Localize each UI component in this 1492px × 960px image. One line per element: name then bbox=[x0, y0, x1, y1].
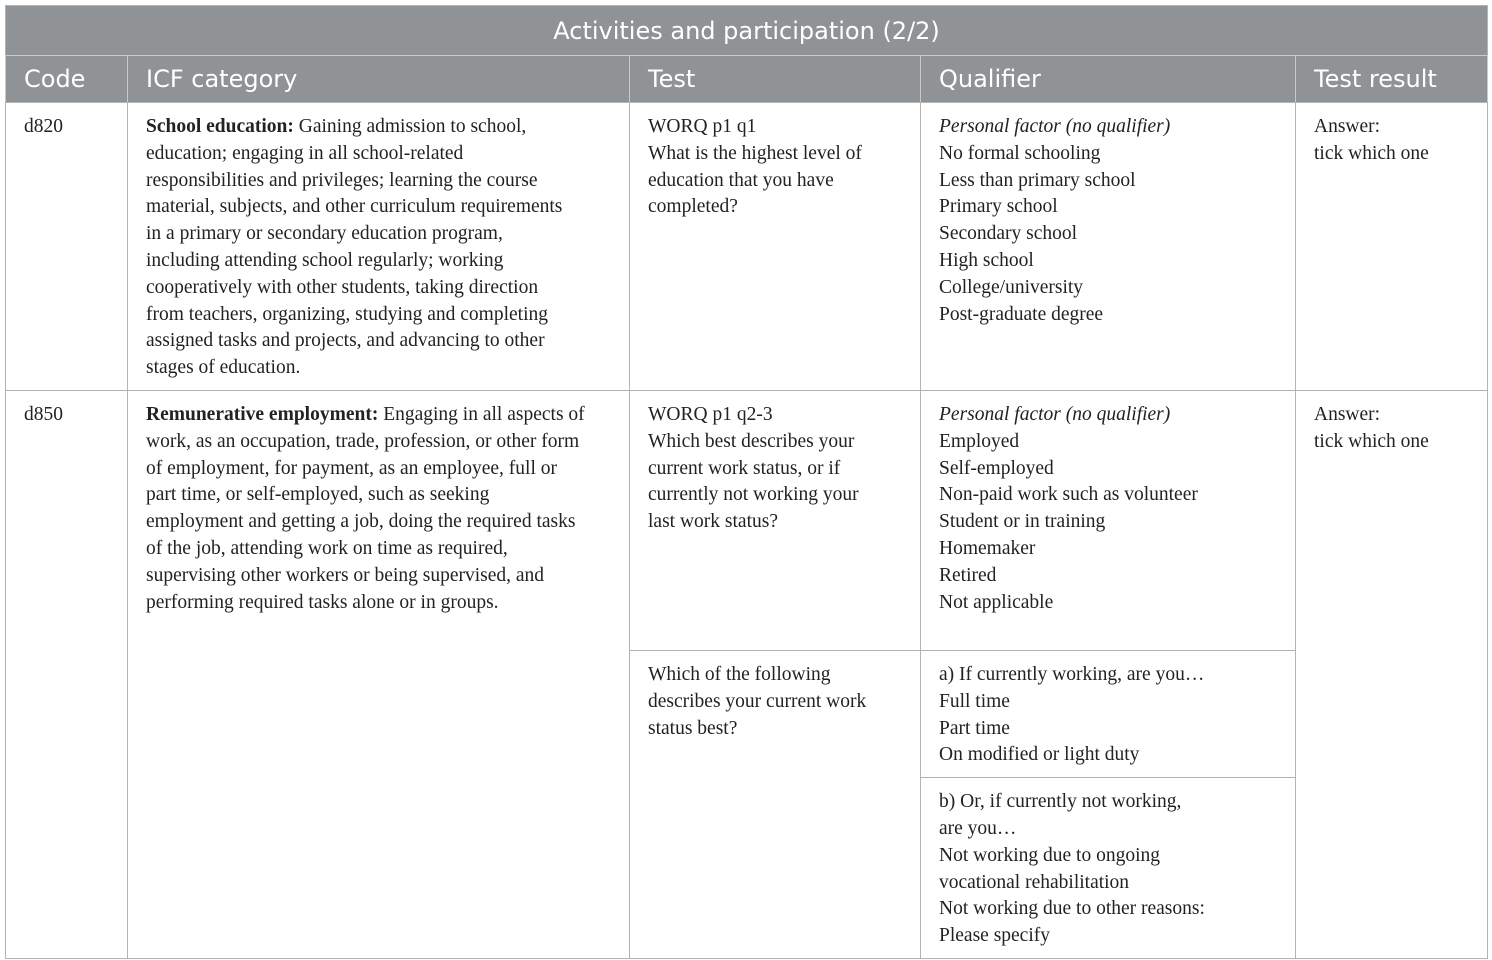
test-text: What is the highest level of bbox=[648, 142, 862, 164]
icf-term: School education: bbox=[146, 116, 294, 137]
qualifier-option: Post-graduate degree bbox=[939, 303, 1104, 325]
icf-text: of employment, for payment, as an employee, full or bbox=[146, 457, 558, 479]
qualifier-option: College/university bbox=[939, 276, 1084, 298]
test-text: currently not working your bbox=[648, 484, 859, 506]
qualifier-option: Homemaker bbox=[939, 537, 1036, 559]
cell-code: d850 bbox=[6, 390, 128, 958]
qualifier-option: Full time bbox=[939, 690, 1010, 712]
result-text: tick which one bbox=[1314, 142, 1429, 164]
icf-table bbox=[5, 5, 1488, 959]
cell-qualifier bbox=[921, 390, 1296, 650]
result-text: Answer: bbox=[1314, 403, 1381, 425]
icf-text: education; engaging in all school-related bbox=[146, 142, 464, 164]
qualifier-option: Not working due to ongoing bbox=[939, 844, 1160, 866]
header-test: Test bbox=[630, 56, 921, 103]
qualifier-option: Employed bbox=[939, 430, 1020, 452]
icf-text: assigned tasks and projects, and advancing to other bbox=[146, 330, 545, 352]
qualifier-option: On modified or light duty bbox=[939, 744, 1140, 766]
icf-text: work, as an occupation, trade, profession, or other form bbox=[146, 430, 580, 452]
icf-text: Gaining admission to school, bbox=[293, 116, 527, 137]
table-title: Activities and participation (2/2) bbox=[6, 6, 1488, 56]
cell-icf-category bbox=[128, 103, 630, 391]
cell-qualifier-a bbox=[921, 650, 1296, 777]
icf-text: material, subjects, and other curriculum requirements bbox=[146, 196, 563, 218]
qualifier-option: High school bbox=[939, 249, 1034, 271]
qualifier-option: Retired bbox=[939, 564, 997, 586]
test-text: WORQ p1 q1 bbox=[648, 116, 757, 137]
icf-text: in a primary or secondary education program, bbox=[146, 223, 503, 245]
qualifier-option: Not applicable bbox=[939, 591, 1054, 613]
icf-text: supervising other workers or being supervised, and bbox=[146, 564, 545, 586]
qualifier-header: Personal factor (no qualifier) bbox=[939, 403, 1171, 425]
qualifier-option: Please specify bbox=[939, 925, 1051, 947]
cell-test-result bbox=[1296, 103, 1488, 391]
test-text: education that you have bbox=[648, 169, 834, 191]
test-text: completed? bbox=[648, 196, 738, 218]
qualifier-option: a) If currently working, are you… bbox=[939, 663, 1205, 685]
header-qualifier: Qualifier bbox=[921, 56, 1296, 103]
qualifier-option: Primary school bbox=[939, 196, 1058, 218]
icf-text: stages of education. bbox=[146, 357, 301, 379]
test-text: current work status, or if bbox=[648, 457, 841, 479]
cell-code: d820 bbox=[6, 103, 128, 391]
icf-text: performing required tasks alone or in groups. bbox=[146, 591, 499, 613]
qualifier-option: Self-employed bbox=[939, 457, 1054, 479]
header-test-result: Test result bbox=[1296, 56, 1488, 103]
header-code: Code bbox=[6, 56, 128, 103]
test-text: WORQ p1 q2-3 bbox=[648, 403, 773, 425]
icf-text: including attending school regularly; working bbox=[146, 249, 504, 271]
qualifier-option: Non-paid work such as volunteer bbox=[939, 484, 1198, 506]
qualifier-option: Not working due to other reasons: bbox=[939, 898, 1205, 920]
cell-qualifier-b bbox=[921, 778, 1296, 959]
qualifier-header: Personal factor (no qualifier) bbox=[939, 116, 1171, 137]
cell-qualifier bbox=[921, 103, 1296, 391]
table-row-d820 bbox=[6, 103, 1488, 391]
icf-text: cooperatively with other students, taking direction bbox=[146, 276, 539, 298]
test-text: Which of the following bbox=[648, 663, 831, 685]
qualifier-option: b) Or, if currently not working, bbox=[939, 791, 1182, 813]
cell-test-sub bbox=[630, 650, 921, 958]
qualifier-option: are you… bbox=[939, 817, 1017, 839]
icf-text: responsibilities and privileges; learning the course bbox=[146, 169, 538, 191]
test-text: describes your current work bbox=[648, 690, 867, 712]
cell-test bbox=[630, 103, 921, 391]
icf-text: part time, or self-employed, such as seeking bbox=[146, 484, 490, 506]
test-text: status best? bbox=[648, 717, 738, 739]
icf-term: Remunerative employment: bbox=[146, 403, 379, 425]
qualifier-option: Student or in training bbox=[939, 511, 1106, 533]
qualifier-option: Less than primary school bbox=[939, 169, 1136, 191]
table-row-d850 bbox=[6, 390, 1488, 650]
qualifier-option: Secondary school bbox=[939, 223, 1078, 245]
icf-text: Engaging in all aspects of bbox=[378, 403, 585, 425]
test-text: Which best describes your bbox=[648, 430, 855, 452]
qualifier-option: No formal schooling bbox=[939, 142, 1101, 164]
result-text: Answer: bbox=[1314, 116, 1381, 137]
icf-text: from teachers, organizing, studying and completing bbox=[146, 303, 548, 325]
cell-test-result bbox=[1296, 390, 1488, 958]
result-text: tick which one bbox=[1314, 430, 1429, 452]
qualifier-option: Part time bbox=[939, 717, 1010, 739]
icf-text: of the job, attending work on time as required, bbox=[146, 537, 508, 559]
icf-table-wrapper bbox=[5, 5, 1487, 959]
icf-text: employment and getting a job, doing the required tasks bbox=[146, 511, 576, 533]
test-text: last work status? bbox=[648, 511, 778, 533]
cell-test bbox=[630, 390, 921, 650]
header-icf-category: ICF category bbox=[128, 56, 630, 103]
cell-icf-category bbox=[128, 390, 630, 958]
qualifier-option: vocational rehabilitation bbox=[939, 871, 1130, 893]
table-title-row bbox=[6, 6, 1488, 56]
table-header-row bbox=[6, 56, 1488, 103]
